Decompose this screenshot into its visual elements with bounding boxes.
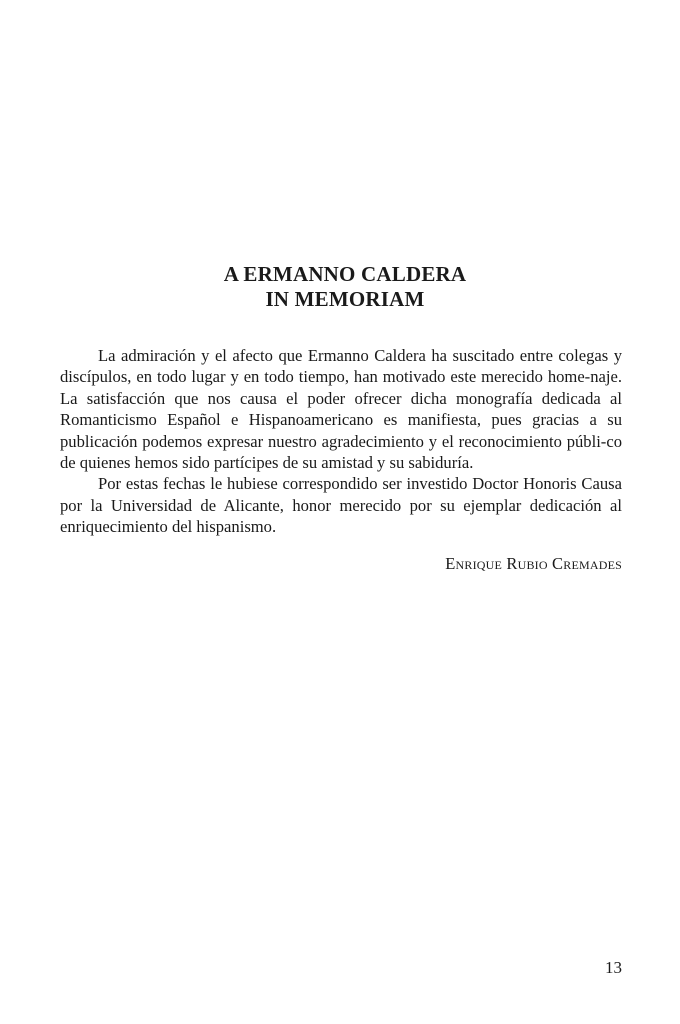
title-line-1: A ERMANNO CALDERA (223, 262, 467, 286)
dedication-body (60, 345, 622, 538)
paragraph-1: La admiración y el afecto que Ermanno Caldera ha suscitado entre colegas y discípulos, en todo lugar y en todo tiempo, han motivado este merecido home-naje. La satisfacción que nos causa el poder ofrecer dicha monografía dedicada al Romanticismo Español e Hispanoamericano es manifiesta, pues gracias a su publicación podemos expresar nuestro agradecimiento y el reconocimiento públi-co de quienes hemos sido partícipes de su amistad y su sabiduría. (60, 346, 622, 473)
page-title (0, 262, 680, 312)
paragraph-2: Por estas fechas le hubiese correspondido ser investido Doctor Honoris Causa por la Universidad de Alicante, honor merecido por su ejemplar dedicación al enriquecimiento del hispanismo. (60, 474, 622, 537)
author-signature: Enrique Rubio Cremades (445, 554, 622, 573)
title-line-2: IN MEMORIAM (265, 287, 425, 311)
page-number: 13 (605, 958, 622, 977)
